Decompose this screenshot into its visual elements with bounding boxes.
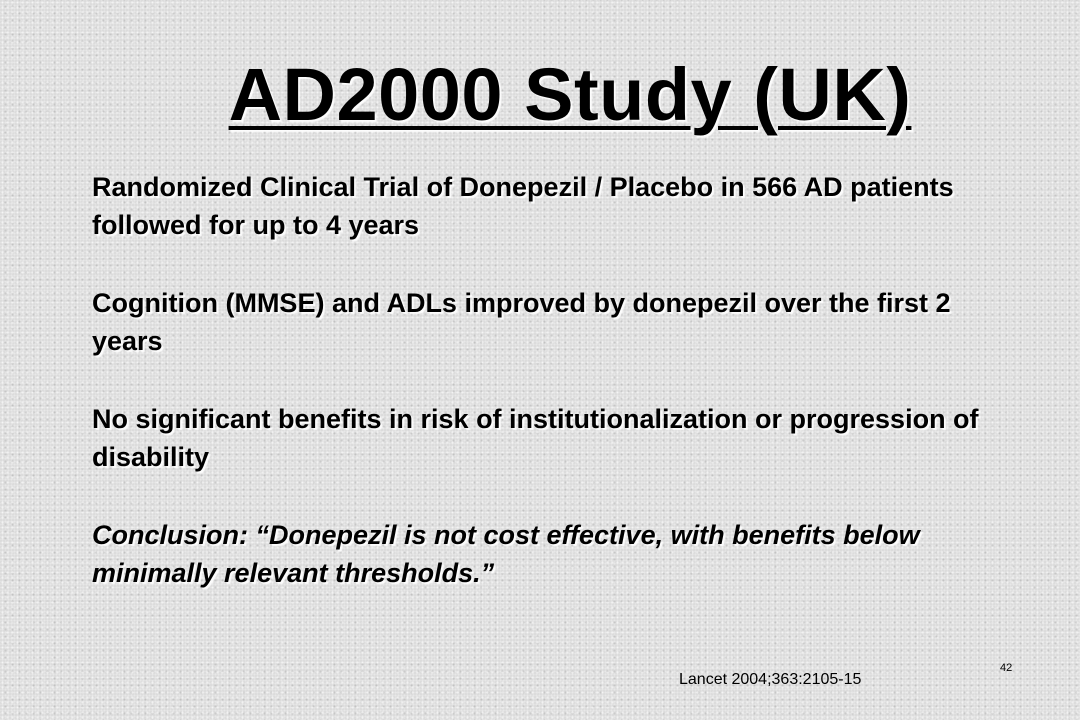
bullet-cognition-results: Cognition (MMSE) and ADLs improved by donepezil over the first 2 years bbox=[92, 288, 951, 356]
bullet-conclusion: Conclusion: “Donepezil is not cost effective, with benefits below minimally relevant thresholds.” bbox=[92, 520, 920, 588]
bullet-no-significant-benefits: No significant benefits in risk of institutionalization or progression of disability bbox=[92, 404, 979, 472]
page-number: 42 bbox=[1000, 662, 1013, 674]
bullet-trial-design: Randomized Clinical Trial of Donepezil / Placebo in 566 AD patients followed for up to 4 years bbox=[92, 172, 954, 240]
slide-title: AD2000 Study (UK) bbox=[228, 53, 912, 136]
citation: Lancet 2004;363:2105-15 bbox=[679, 671, 862, 688]
bullet-list bbox=[92, 168, 1012, 632]
